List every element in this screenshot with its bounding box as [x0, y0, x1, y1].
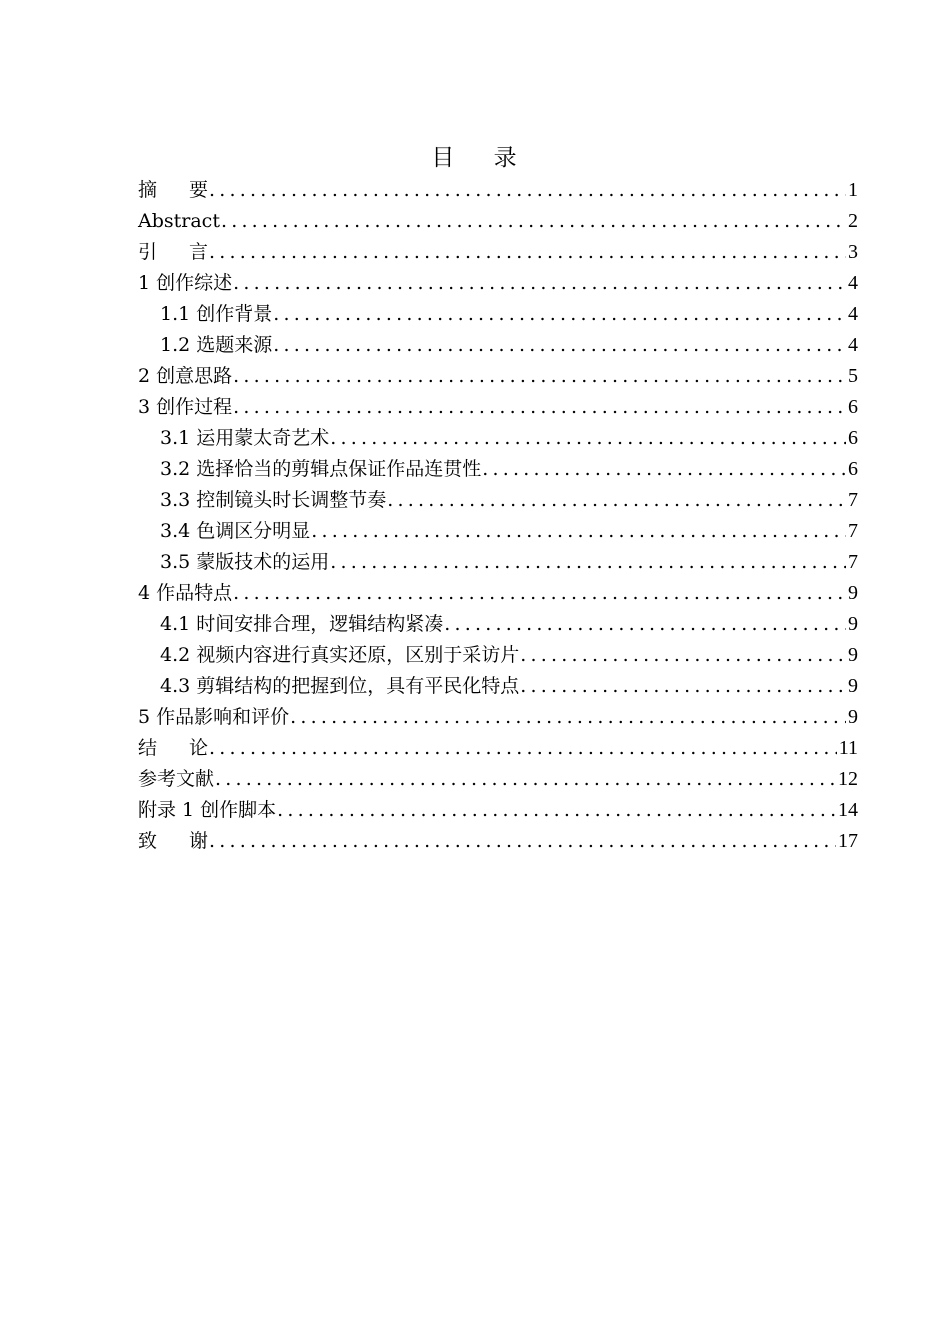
toc-entry-label: 3 创作过程 [138, 396, 233, 418]
toc-entry[interactable] [138, 609, 858, 640]
toc-entry-page-number: 7 [848, 520, 858, 542]
toc-leader-dots [387, 485, 846, 516]
toc-entry-label: 1.2 选题来源 [160, 334, 273, 356]
page-title: 目 录 [431, 145, 519, 171]
toc-entry-page-number: 7 [848, 489, 858, 511]
toc-entry-label: 2 创意思路 [138, 365, 233, 387]
toc-entry-label: 4 作品特点 [138, 582, 233, 604]
toc-entry-page-number: 3 [848, 241, 858, 263]
toc-leader-dots [209, 826, 836, 857]
toc-entry-page-number: 9 [848, 675, 858, 697]
toc-entry-label: 1 创作综述 [138, 272, 233, 294]
toc-entry[interactable] [138, 764, 858, 795]
toc-entry[interactable] [138, 578, 858, 609]
toc-leader-dots [233, 268, 846, 299]
toc-entry-page-number: 17 [838, 830, 858, 852]
toc-entry-page-number: 12 [838, 768, 858, 790]
toc-leader-dots [273, 299, 846, 330]
toc-entry-page-number: 4 [848, 272, 858, 294]
toc-leader-dots [311, 516, 846, 547]
toc-entry-page-number: 1 [848, 179, 858, 201]
toc-entry-page-number: 2 [848, 210, 858, 232]
toc-entry-label: 结 论 [138, 737, 209, 759]
toc-entry-page-number: 11 [838, 737, 858, 759]
toc-leader-dots [330, 423, 846, 454]
toc-entry-page-number: 6 [848, 396, 858, 418]
toc-leader-dots [209, 237, 846, 268]
toc-leader-dots [520, 640, 846, 671]
toc-entry-label: 参考文献 [138, 768, 215, 790]
toc-entry[interactable] [138, 547, 858, 578]
toc-entry[interactable] [138, 361, 858, 392]
toc-leader-dots [273, 330, 846, 361]
toc-entry[interactable] [138, 733, 858, 764]
toc-entry[interactable] [138, 237, 858, 268]
toc-entry-page-number: 14 [838, 799, 858, 821]
toc-entry-label: 3.3 控制镜头时长调整节奏 [160, 489, 387, 511]
toc-entry-label: 附录 1 创作脚本 [138, 799, 277, 821]
toc-entry[interactable] [138, 795, 858, 826]
toc-entry-label: 3.1 运用蒙太奇艺术 [160, 427, 330, 449]
toc-entry-page-number: 9 [848, 582, 858, 604]
toc-entry-page-number: 4 [848, 303, 858, 325]
toc-entry-label: 5 作品影响和评价 [138, 706, 290, 728]
toc-entry-label: 3.4 色调区分明显 [160, 520, 311, 542]
toc-entry[interactable] [138, 392, 858, 423]
toc-entry-label: 摘 要 [138, 179, 209, 201]
toc-entry-page-number: 6 [848, 427, 858, 449]
toc-entry[interactable] [138, 671, 858, 702]
toc-entry[interactable] [138, 640, 858, 671]
toc-entry[interactable] [138, 423, 858, 454]
toc-entry-label: 3.5 蒙版技术的运用 [160, 551, 330, 573]
toc-entry[interactable] [138, 330, 858, 361]
toc-entry-label: 1.1 创作背景 [160, 303, 273, 325]
toc-leader-dots [233, 392, 846, 423]
toc-entry[interactable] [138, 485, 858, 516]
toc-leader-dots [215, 764, 836, 795]
toc-entry-page-number: 5 [848, 365, 858, 387]
toc-entry-label: Abstract [138, 210, 220, 232]
toc-leader-dots [520, 671, 846, 702]
toc-entry-page-number: 7 [848, 551, 858, 573]
table-of-contents [138, 175, 858, 857]
toc-entry-page-number: 4 [848, 334, 858, 356]
toc-leader-dots [444, 609, 846, 640]
toc-entry[interactable] [138, 454, 858, 485]
toc-entry-page-number: 9 [848, 613, 858, 635]
toc-leader-dots [290, 702, 846, 733]
toc-leader-dots [277, 795, 836, 826]
toc-entry-page-number: 9 [848, 644, 858, 666]
toc-entry[interactable] [138, 826, 858, 857]
toc-leader-dots [209, 733, 837, 764]
toc-entry-label: 4.2 视频内容进行真实还原，区别于采访片 [160, 644, 520, 666]
toc-leader-dots [233, 578, 846, 609]
toc-entry-label: 致 谢 [138, 830, 209, 852]
toc-entry[interactable] [138, 516, 858, 547]
toc-entry[interactable] [138, 702, 858, 733]
toc-leader-dots [330, 547, 846, 578]
toc-entry[interactable] [138, 299, 858, 330]
toc-entry-label: 4.1 时间安排合理，逻辑结构紧凑 [160, 613, 444, 635]
toc-entry[interactable] [138, 206, 858, 237]
toc-entry-label: 3.2 选择恰当的剪辑点保证作品连贯性 [160, 458, 482, 480]
toc-entry-label: 4.3 剪辑结构的把握到位，具有平民化特点 [160, 675, 520, 697]
toc-leader-dots [221, 206, 846, 237]
toc-entry[interactable] [138, 268, 858, 299]
toc-leader-dots [209, 175, 846, 206]
toc-entry-label: 引 言 [138, 241, 209, 263]
toc-entry-page-number: 6 [848, 458, 858, 480]
toc-entry-page-number: 9 [848, 706, 858, 728]
toc-leader-dots [233, 361, 846, 392]
toc-entry[interactable] [138, 175, 858, 206]
toc-leader-dots [482, 454, 846, 485]
